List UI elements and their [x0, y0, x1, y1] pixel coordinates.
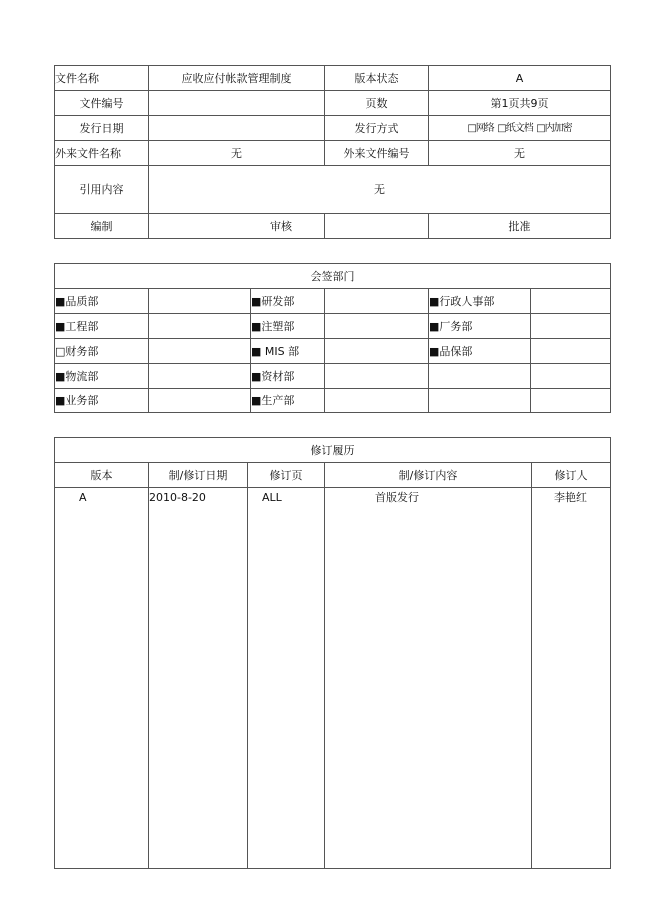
dept-cell: □财务部: [55, 339, 149, 364]
issue-method-options: [429, 116, 611, 141]
header-reviser: 修订人: [532, 463, 611, 488]
external-name-value: 无: [149, 141, 325, 166]
external-number-value: 无: [429, 141, 611, 166]
header-content: 制/修订内容: [325, 463, 532, 488]
table-row: [55, 488, 611, 508]
sign-cell: [149, 314, 251, 339]
external-number-label: 外来文件编号: [325, 141, 429, 166]
header-pages: 修订页: [248, 463, 325, 488]
review-signature: [325, 214, 429, 239]
option-network: □网络: [467, 123, 494, 134]
option-encrypted: □内加密: [536, 123, 572, 134]
sign-cell: [325, 314, 429, 339]
header-date: 制/修订日期: [149, 463, 248, 488]
file-name-value: 应收应付帐款管理制度: [149, 66, 325, 91]
countersign-table: [54, 263, 611, 413]
sign-cell: [325, 339, 429, 364]
revision-reviser: 李艳红: [532, 488, 611, 508]
empty-cell: [149, 508, 248, 869]
revision-version: A: [55, 488, 149, 508]
countersign-title: 会签部门: [55, 264, 611, 289]
dept-cell: [429, 389, 531, 413]
pages-value: 第1页共9页: [429, 91, 611, 116]
sign-cell: [325, 389, 429, 413]
version-status-label: 版本状态: [325, 66, 429, 91]
issue-date-value: [149, 116, 325, 141]
sign-cell: [149, 389, 251, 413]
sign-cell: [531, 339, 611, 364]
reference-label: 引用内容: [55, 166, 149, 214]
dept-cell: ■ MIS 部: [251, 339, 325, 364]
dept-cell: ■行政人事部: [429, 289, 531, 314]
pages-label: 页数: [325, 91, 429, 116]
table-row: [55, 508, 611, 869]
revision-date: 2010-8-20: [149, 488, 248, 508]
file-number-label: 文件编号: [55, 91, 149, 116]
revision-history-table: [54, 437, 611, 869]
dept-cell: ■研发部: [251, 289, 325, 314]
prepared-label: 编制: [55, 214, 149, 239]
file-number-value: [149, 91, 325, 116]
empty-cell: [532, 508, 611, 869]
issue-date-label: 发行日期: [55, 116, 149, 141]
document-info-table: [54, 65, 611, 239]
sign-cell: [531, 314, 611, 339]
dept-cell: [429, 364, 531, 389]
option-paper: □纸文档: [497, 123, 533, 134]
sign-cell: [149, 289, 251, 314]
revision-title: 修订履历: [55, 438, 611, 463]
approve-label: 批准: [429, 214, 611, 239]
dept-cell: ■物流部: [55, 364, 149, 389]
dept-cell: ■工程部: [55, 314, 149, 339]
sign-cell: [531, 389, 611, 413]
revision-content: 首版发行: [325, 488, 532, 508]
dept-cell: ■厂务部: [429, 314, 531, 339]
sign-cell: [325, 364, 429, 389]
review-label: 审核: [149, 214, 325, 239]
dept-cell: ■资材部: [251, 364, 325, 389]
header-version: 版本: [55, 463, 149, 488]
dept-cell: ■品保部: [429, 339, 531, 364]
empty-cell: [55, 508, 149, 869]
empty-cell: [325, 508, 532, 869]
sign-cell: [531, 289, 611, 314]
dept-cell: ■业务部: [55, 389, 149, 413]
sign-cell: [325, 289, 429, 314]
sign-cell: [149, 364, 251, 389]
dept-cell: ■注塑部: [251, 314, 325, 339]
issue-method-label: 发行方式: [325, 116, 429, 141]
dept-cell: ■品质部: [55, 289, 149, 314]
sign-cell: [149, 339, 251, 364]
reference-value: 无: [149, 166, 611, 214]
empty-cell: [248, 508, 325, 869]
dept-cell: ■生产部: [251, 389, 325, 413]
version-status-value: A: [429, 66, 611, 91]
external-name-label: 外来文件名称: [55, 141, 149, 166]
file-name-label: 文件名称: [55, 66, 149, 91]
sign-cell: [531, 364, 611, 389]
revision-pages: ALL: [248, 488, 325, 508]
